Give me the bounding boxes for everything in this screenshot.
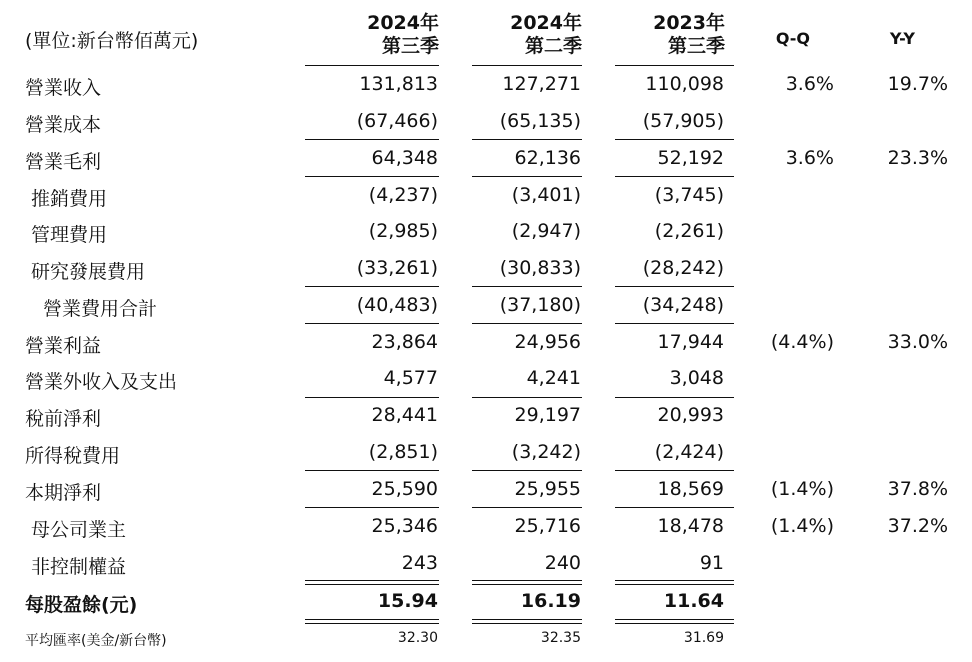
table-row	[0, 398, 972, 435]
subtotal-line	[305, 323, 439, 324]
row-label: 平均匯率(美金/新台幣)	[25, 633, 167, 649]
header-quarter: 第三季	[381, 35, 439, 57]
row-label: 研究發展費用	[31, 261, 146, 283]
value-2023-q3: 31.69	[683, 630, 724, 646]
header-year: 2024年	[367, 12, 439, 34]
double-underline	[305, 580, 439, 581]
value-2024-q2: 16.19	[520, 590, 581, 612]
value-qq: (4.4%)	[770, 331, 834, 353]
row-label: 推銷費用	[31, 188, 108, 210]
value-2024-q2: 25,716	[514, 515, 581, 537]
subtotal-line	[305, 470, 439, 471]
value-2024-q2: (37,180)	[499, 294, 581, 316]
value-2023-q3: 91	[699, 552, 724, 574]
double-underline	[615, 580, 734, 581]
value-2024-q3: 23,864	[371, 331, 438, 353]
value-2024-q3: 64,348	[371, 147, 438, 169]
value-2023-q3: 17,944	[657, 331, 724, 353]
table-row	[0, 178, 972, 215]
table-row	[0, 361, 972, 398]
value-2024-q3: (67,466)	[356, 110, 438, 132]
header-2024-q3	[305, 12, 439, 58]
value-yy: 33.0%	[887, 331, 948, 353]
value-2024-q2: 29,197	[514, 404, 581, 426]
row-label: 營業利益	[25, 335, 102, 357]
value-2023-q3: (2,261)	[654, 220, 724, 242]
table-row	[0, 251, 972, 288]
table-row	[0, 325, 972, 362]
table-row	[0, 546, 972, 583]
subtotal-line	[472, 470, 582, 471]
header-qq: Q-Q	[775, 29, 810, 48]
subtotal-line	[472, 286, 582, 287]
value-2024-q2: 25,955	[514, 478, 581, 500]
value-2024-q2: 62,136	[514, 147, 581, 169]
header-2024-q2	[472, 12, 582, 58]
table-row-exchange-rate	[0, 620, 972, 657]
table-row-eps	[0, 584, 972, 621]
value-2023-q3: 3,048	[669, 367, 724, 389]
table-row	[0, 104, 972, 141]
row-label: 營業成本	[25, 114, 102, 136]
value-2023-q3: 110,098	[645, 73, 724, 95]
row-label: 每股盈餘(元)	[25, 594, 138, 616]
value-2024-q3: (2,985)	[368, 220, 438, 242]
value-2024-q3: 131,813	[359, 73, 438, 95]
value-yy: 37.8%	[887, 478, 948, 500]
value-2024-q3: 15.94	[377, 590, 438, 612]
subtotal-line	[472, 139, 582, 140]
value-2023-q3: (57,905)	[642, 110, 724, 132]
header-underline	[305, 65, 439, 66]
row-label: 母公司業主	[31, 519, 127, 541]
value-qq: 3.6%	[785, 73, 834, 95]
value-2024-q3: (40,483)	[356, 294, 438, 316]
value-2023-q3: (2,424)	[654, 441, 724, 463]
subtotal-line	[305, 286, 439, 287]
value-yy: 37.2%	[887, 515, 948, 537]
subtotal-line	[615, 176, 734, 177]
table-row	[0, 67, 972, 104]
value-2024-q2: (65,135)	[499, 110, 581, 132]
value-2024-q3: 32.30	[397, 630, 438, 646]
value-2024-q2: 32.35	[540, 630, 581, 646]
value-2024-q3: 25,590	[371, 478, 438, 500]
value-2024-q2: 24,956	[514, 331, 581, 353]
value-2024-q3: 243	[401, 552, 438, 574]
value-2024-q2: (30,833)	[499, 257, 581, 279]
value-2024-q3: 25,346	[371, 515, 438, 537]
value-2024-q3: 28,441	[371, 404, 438, 426]
header-yy: Y-Y	[889, 29, 915, 48]
value-qq: 3.6%	[785, 147, 834, 169]
value-2023-q3: 18,569	[657, 478, 724, 500]
row-label: 非控制權益	[31, 556, 127, 578]
value-2023-q3: (28,242)	[642, 257, 724, 279]
table-row	[0, 472, 972, 509]
value-2024-q2: (2,947)	[511, 220, 581, 242]
header-underline	[615, 65, 734, 66]
value-2024-q3: 4,577	[383, 367, 438, 389]
subtotal-line	[305, 139, 439, 140]
subtotal-line	[472, 176, 582, 177]
table-row	[0, 214, 972, 251]
subtotal-line	[472, 323, 582, 324]
row-label: 營業收入	[25, 77, 102, 99]
value-2024-q2: 127,271	[502, 73, 581, 95]
value-2023-q3: (34,248)	[642, 294, 724, 316]
row-label: 營業毛利	[25, 151, 102, 173]
value-2023-q3: 18,478	[657, 515, 724, 537]
subtotal-line	[615, 286, 734, 287]
value-2023-q3: 52,192	[657, 147, 724, 169]
row-label: 營業費用合計	[43, 298, 158, 320]
header-2023-q3	[615, 12, 725, 58]
value-2024-q2: 240	[544, 552, 581, 574]
value-qq: (1.4%)	[770, 478, 834, 500]
row-label: 營業外收入及支出	[25, 371, 178, 393]
table-row	[0, 509, 972, 546]
value-2024-q3: (4,237)	[368, 184, 438, 206]
row-label: 本期淨利	[25, 482, 102, 504]
subtotal-line	[305, 176, 439, 177]
double-underline	[472, 580, 582, 581]
unit-label: (單位:新台幣佰萬元)	[25, 30, 199, 52]
value-2023-q3: (3,745)	[654, 184, 724, 206]
subtotal-line	[305, 507, 439, 508]
subtotal-line	[615, 507, 734, 508]
row-label: 所得稅費用	[25, 445, 121, 467]
value-qq: (1.4%)	[770, 515, 834, 537]
header-year: 2024年	[510, 12, 582, 34]
table-row	[0, 141, 972, 178]
header-underline	[472, 65, 582, 66]
header-quarter: 第三季	[667, 35, 725, 57]
subtotal-line	[472, 507, 582, 508]
value-2024-q2: (3,401)	[511, 184, 581, 206]
header-year: 2023年	[653, 12, 725, 34]
value-2023-q3: 20,993	[657, 404, 724, 426]
value-yy: 19.7%	[887, 73, 948, 95]
header-quarter: 第二季	[524, 35, 582, 57]
row-label: 稅前淨利	[25, 408, 102, 430]
value-2024-q3: (33,261)	[356, 257, 438, 279]
subtotal-line	[615, 470, 734, 471]
table-row	[0, 435, 972, 472]
value-yy: 23.3%	[887, 147, 948, 169]
value-2023-q3: 11.64	[663, 590, 724, 612]
subtotal-line	[615, 323, 734, 324]
table-row	[0, 288, 972, 325]
value-2024-q3: (2,851)	[368, 441, 438, 463]
subtotal-line	[615, 139, 734, 140]
value-2024-q2: 4,241	[526, 367, 581, 389]
row-label: 管理費用	[31, 224, 108, 246]
value-2024-q2: (3,242)	[511, 441, 581, 463]
